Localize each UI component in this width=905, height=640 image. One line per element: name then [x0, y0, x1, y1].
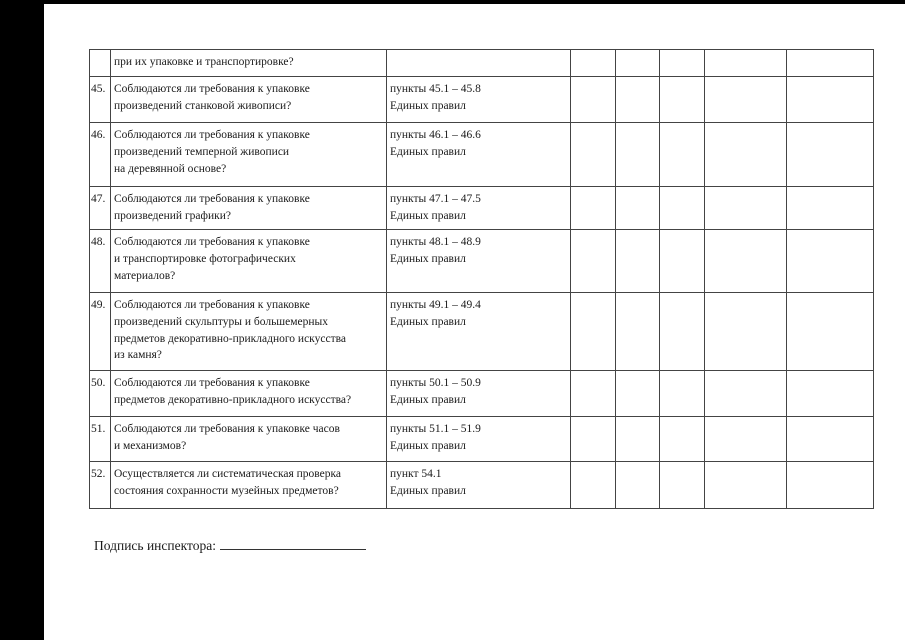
answer-extra-cell[interactable]	[705, 293, 787, 371]
answer-no-cell[interactable]	[616, 123, 660, 187]
answer-na-cell[interactable]	[660, 123, 705, 187]
answer-yes-cell[interactable]	[571, 462, 616, 509]
table-row	[90, 462, 874, 509]
row-number: 51.	[90, 417, 111, 462]
notes-cell[interactable]	[787, 462, 874, 509]
answer-yes-cell[interactable]	[571, 293, 616, 371]
row-reference: пункты 51.1 – 51.9 Единых правил	[387, 417, 571, 462]
notes-cell[interactable]	[787, 371, 874, 417]
row-question: Соблюдаются ли требования к упаковке предметов декоративно-прикладного искусства?	[111, 371, 387, 417]
table-row	[90, 417, 874, 462]
row-number: 49.	[90, 293, 111, 371]
answer-na-cell[interactable]	[660, 50, 705, 77]
answer-extra-cell[interactable]	[705, 77, 787, 123]
answer-no-cell[interactable]	[616, 77, 660, 123]
answer-no-cell[interactable]	[616, 230, 660, 293]
row-reference: пункты 46.1 – 46.6 Единых правил	[387, 123, 571, 187]
answer-yes-cell[interactable]	[571, 77, 616, 123]
answer-extra-cell[interactable]	[705, 371, 787, 417]
row-reference: пункты 50.1 – 50.9 Единых правил	[387, 371, 571, 417]
row-reference: пункт 54.1 Единых правил	[387, 462, 571, 509]
answer-yes-cell[interactable]	[571, 417, 616, 462]
row-reference: пункты 48.1 – 48.9 Единых правил	[387, 230, 571, 293]
row-number: 50.	[90, 371, 111, 417]
table-row	[90, 293, 874, 371]
row-reference: пункты 45.1 – 45.8 Единых правил	[387, 77, 571, 123]
signature-line[interactable]	[220, 536, 366, 550]
row-question: Осуществляется ли систематическая проверка состояния сохранности музейных предметов?	[111, 462, 387, 509]
row-number	[90, 50, 111, 77]
inspector-signature	[94, 536, 366, 554]
answer-no-cell[interactable]	[616, 417, 660, 462]
row-question: при их упаковке и транспортировке?	[111, 50, 387, 77]
answer-na-cell[interactable]	[660, 293, 705, 371]
row-number: 45.	[90, 77, 111, 123]
answer-yes-cell[interactable]	[571, 50, 616, 77]
answer-extra-cell[interactable]	[705, 123, 787, 187]
answer-extra-cell[interactable]	[705, 187, 787, 230]
scan-dark-margin-left	[0, 0, 44, 640]
answer-no-cell[interactable]	[616, 50, 660, 77]
row-number: 46.	[90, 123, 111, 187]
answer-no-cell[interactable]	[616, 462, 660, 509]
answer-yes-cell[interactable]	[571, 187, 616, 230]
table-row	[90, 187, 874, 230]
answer-extra-cell[interactable]	[705, 230, 787, 293]
table-row	[90, 371, 874, 417]
table-row	[90, 77, 874, 123]
notes-cell[interactable]	[787, 50, 874, 77]
answer-yes-cell[interactable]	[571, 371, 616, 417]
row-number: 48.	[90, 230, 111, 293]
row-question: Соблюдаются ли требования к упаковке произведений станковой живописи?	[111, 77, 387, 123]
notes-cell[interactable]	[787, 293, 874, 371]
answer-na-cell[interactable]	[660, 230, 705, 293]
table-row	[90, 230, 874, 293]
answer-na-cell[interactable]	[660, 371, 705, 417]
notes-cell[interactable]	[787, 187, 874, 230]
table-row	[90, 50, 874, 77]
table-row	[90, 123, 874, 187]
answer-no-cell[interactable]	[616, 371, 660, 417]
answer-extra-cell[interactable]	[705, 462, 787, 509]
answer-no-cell[interactable]	[616, 187, 660, 230]
answer-na-cell[interactable]	[660, 187, 705, 230]
notes-cell[interactable]	[787, 77, 874, 123]
answer-na-cell[interactable]	[660, 77, 705, 123]
row-question: Соблюдаются ли требования к упаковке произведений темперной живописи на деревянной основе?	[111, 123, 387, 187]
row-question: Соблюдаются ли требования к упаковке произведений графики?	[111, 187, 387, 230]
row-reference: пункты 49.1 – 49.4 Единых правил	[387, 293, 571, 371]
answer-yes-cell[interactable]	[571, 123, 616, 187]
row-number: 47.	[90, 187, 111, 230]
answer-na-cell[interactable]	[660, 417, 705, 462]
answer-no-cell[interactable]	[616, 293, 660, 371]
signature-label: Подпись инспектора:	[94, 538, 216, 553]
answer-yes-cell[interactable]	[571, 230, 616, 293]
row-question: Соблюдаются ли требования к упаковке произведений скульптуры и большемерных предметов декоративно-прикладного искусства из камня?	[111, 293, 387, 371]
row-reference: пункты 47.1 – 47.5 Единых правил	[387, 187, 571, 230]
row-reference	[387, 50, 571, 77]
notes-cell[interactable]	[787, 123, 874, 187]
row-question: Соблюдаются ли требования к упаковке часов и механизмов?	[111, 417, 387, 462]
answer-na-cell[interactable]	[660, 462, 705, 509]
checklist-table	[89, 49, 874, 509]
notes-cell[interactable]	[787, 230, 874, 293]
answer-extra-cell[interactable]	[705, 417, 787, 462]
notes-cell[interactable]	[787, 417, 874, 462]
document-page	[44, 4, 905, 640]
row-question: Соблюдаются ли требования к упаковке и транспортировке фотографических материалов?	[111, 230, 387, 293]
row-number: 52.	[90, 462, 111, 509]
answer-extra-cell[interactable]	[705, 50, 787, 77]
